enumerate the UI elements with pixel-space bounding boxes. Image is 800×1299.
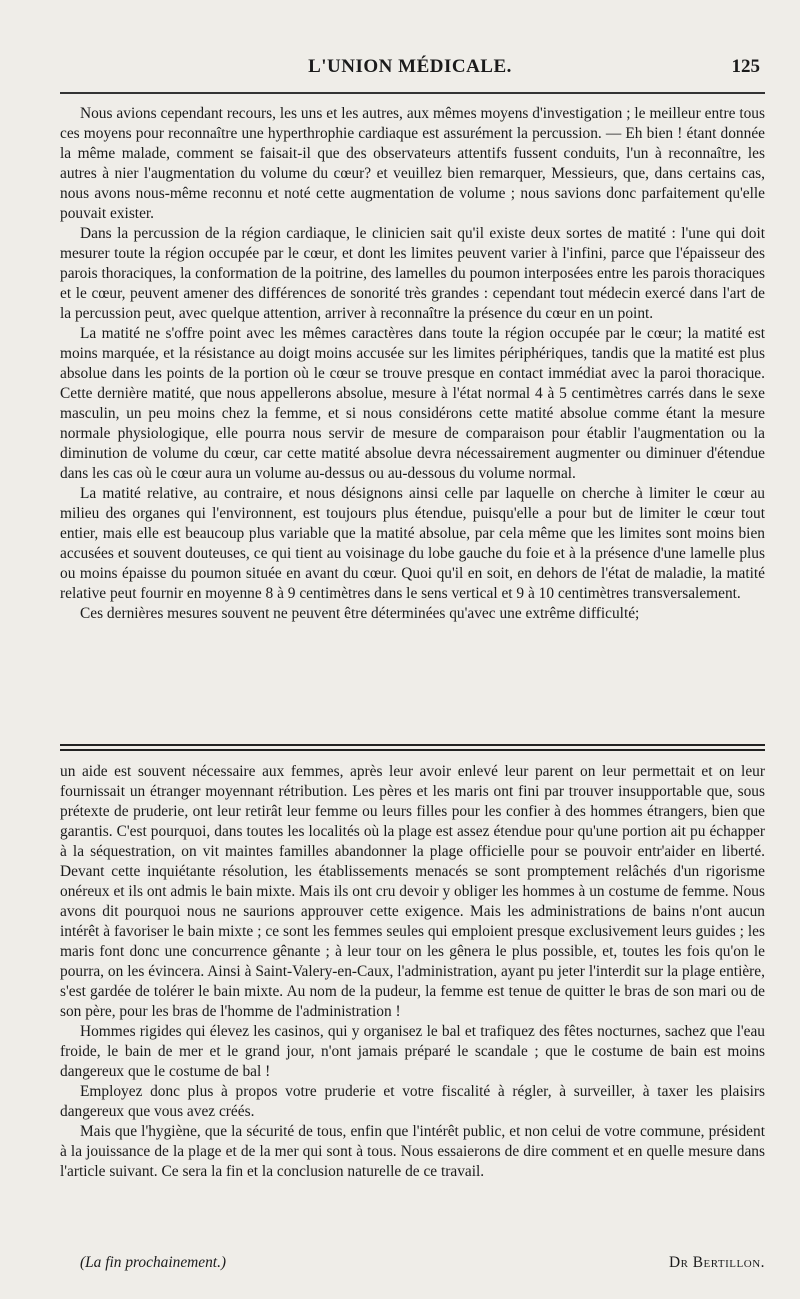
- paragraph: Ces dernières mesures souvent ne peuvent être déterminées qu'avec une extrême difficulté;: [80, 605, 640, 622]
- paragraph: Dans la percussion de la région cardiaque, le clinicien sait qu'il existe deux sortes de matité : l'une qui doit mesurer toute la région occupée par le cœur, et dont les limites peuvent varier à l'infini, parce que l'épaisseur des parois thoraciques, la conformation de la poitrine, des lamelles du poumon interposées entre les parois thoraciques et le cœur, peuvent amener des différences de sonorité très grandes : cependant tout médecin exercé dans l'art de la percussion peut, avec quelque attention, arriver à reconnaître la présence du cœur en un point.: [60, 225, 765, 322]
- paragraph: Employez donc plus à propos votre pruderie et votre fiscalité à régler, à surveiller, à taxer les plaisirs dangereux que vous avez créés.: [60, 1083, 765, 1120]
- header-rule: [60, 92, 765, 94]
- paragraph: La matité relative, au contraire, et nous désignons ainsi celle par laquelle on cherche à limiter le cœur au milieu des organes qui l'environnent, est toujours plus étendue, puisqu'elle a pour but de limiter le cœur tout entier, mais elle est beaucoup plus variable que la matité absolue, par cela même que les limites sont moins bien accusées et souvent douteuses, ce qui tient au voisinage du lobe gauche du foie et à la présence d'une lamelle plus ou moins épaisse du poumon située en avant du cœur. Quoi qu'il en soit, en dehors de l'état de maladie, la matité relative peut fournir en moyenne 8 à 9 centimètres dans le sens vertical et 9 à 10 centimètres transversalement.: [60, 485, 765, 602]
- paragraph: Hommes rigides qui élevez les casinos, qui y organisez le bal et trafiquez des fêtes nocturnes, sachez que l'eau froide, le bain de mer et le grand jour, n'ont jamais préparé le scandale ; que le costume de bain est moins dangereux que le costume de bal !: [60, 1023, 765, 1080]
- section-divider: [60, 744, 765, 751]
- paragraph: un aide est souvent nécessaire aux femmes, après leur avoir enlevé leur parent on leur permettait et on leur fournissait un étranger moyennant rétribution. Les pères et les maris ont fini par trouver insupportable que, sous prétexte de pruderie, ont leur retirât leur femme ou leurs filles pour les confier à des hommes étrangers, bien que garantis. C'est pourquoi, dans toutes les localités où la plage est assez étendue pour qu'une portion ait pu échapper à la séquestration, on vit maintes familles abandonner la plage officielle pour se pouvoir entr'aider en liberté. Devant cette inquiétante résolution, les établissements menacés se sont promptement relâchés d'un rigorisme onéreux et ils ont admis le bain mixte. Mais ils ont cru devoir y obliger les hommes à un costume de femme. Nous avons dit pourquoi nous ne saurions approuver cette exigence. Mais les administrations de bains n'ont aucun intérêt à favoriser le bain mixte ; ce sont les femmes seules qui emploient presque exclusivement leurs guides ; les maris font donc une concurrence gênante ; à leur tour on les gênera le plus possible, et, toutes les fois qu'on le pourra, on les évincera. Ainsi à Saint-Valery-en-Caux, l'administration, ayant pu jeter l'interdit sur la plage entière, s'est gardée de tolérer le bain mixte. Au nom de la pudeur, la femme est tenue de quitter le bras de son mari ou de son père, pour les bras de l'homme de l'administration !: [60, 763, 765, 1020]
- journal-title: L'UNION MÉDICALE.: [308, 56, 512, 77]
- paragraph: La matité ne s'offre point avec les mêmes caractères dans toute la région occupée par le cœur; la matité est moins marquée, et la résistance au doigt moins accusée sur les limites périphériques, tandis que la matité est plus absolue dans les points de la portion où le cœur se trouve presque en contact immédiat avec la paroi thoracique. Cette dernière matité, que nous appellerons absolue, mesure à l'état normal 4 à 5 centimètres carrés dans le sexe masculin, un peu moins chez la femme, et si nous considérons cette matité absolue comme étant la mesure normale physiologique, elle pourra nous servir de mesure de comparaison pour établir l'augmentation ou la diminution de volume du cœur, car cette matité absolue devra nécessairement augmenter ou diminuer d'étendue dans les cas où le cœur aura un volume au-dessus ou au-dessous du volume normal.: [60, 325, 765, 482]
- paragraph: Mais que l'hygiène, que la sécurité de tous, enfin que l'intérêt public, et non celui de votre commune, président à la jouissance de la plage et de la mer qui sont à tous. Nous essaierons de dire comment et en quelle mesure dans l'article suivant. Ce sera la fin et la conclusion naturelle de ce travail.: [60, 1123, 765, 1180]
- signature-row: [60, 1254, 765, 1276]
- continuation-note: (La fin prochainement.): [80, 1254, 227, 1271]
- author-signature: Dr Bertillon.: [668, 1254, 765, 1271]
- page-number: 125: [731, 56, 760, 77]
- page-header: [60, 56, 760, 84]
- article-top-column: [60, 104, 765, 624]
- paragraph: Nous avions cependant recours, les uns et les autres, aux mêmes moyens d'investigation ; le meilleur entre tous ces moyens pour reconnaître une hyperthrophie cardiaque est assurément la percussion. — Eh bien ! étant donnée la même malade, comment se faisait-il que des observateurs attentifs fussent conduits, l'un à reconnaître, les autres à nier l'augmentation du volume du cœur? et veuillez bien remarquer, Messieurs, que, dans certains cas, nous avons nous-même reconnu et noté cette augmentation de volume ; nous savions donc parfaitement qu'elle pouvait exister.: [60, 105, 765, 222]
- feuilleton-bottom-column: [60, 762, 765, 1182]
